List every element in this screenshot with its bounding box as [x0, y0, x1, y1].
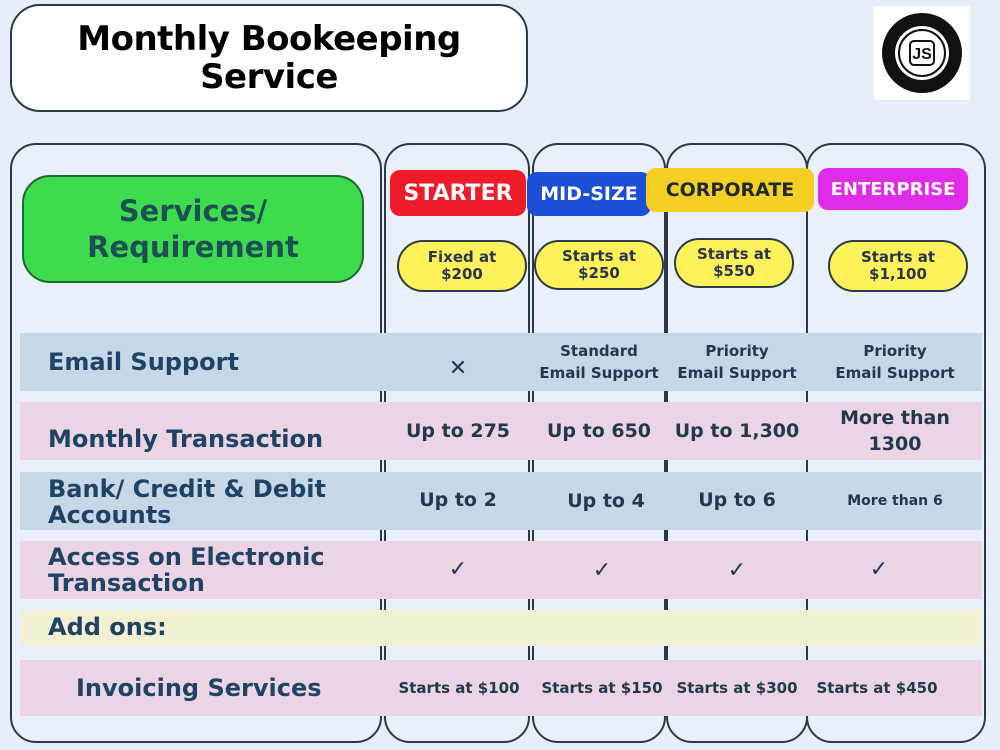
- row-label-invoicing: Invoicing Services: [76, 674, 322, 702]
- plan-badge-enterprise: [818, 168, 968, 210]
- services-requirement-header: [22, 175, 364, 283]
- cell-electronic-enterprise: [800, 541, 958, 597]
- cell-accounts-enterprise: More than 6: [847, 493, 943, 509]
- price-corporate: [674, 238, 794, 288]
- price-corporate-line-2: $550: [713, 262, 755, 280]
- plan-badge-mid-size: [527, 172, 651, 216]
- services-header-line-2: Requirement: [87, 230, 299, 264]
- cell-email-enterprise: Priority Email Support: [835, 342, 955, 382]
- plan-name-enterprise: ENTERPRISE: [830, 178, 956, 200]
- plan-name-corporate: CORPORATE: [665, 179, 795, 201]
- price-starter: [397, 240, 527, 292]
- js-monogram-logo-icon: [880, 11, 964, 95]
- title-card: [10, 4, 528, 112]
- price-starter-line-2: $200: [441, 265, 483, 283]
- cell-accounts-starter: Up to 2: [419, 489, 497, 511]
- row-label-add-ons: Add ons:: [48, 613, 167, 641]
- cell-email-corporate: Priority Email Support: [677, 342, 797, 382]
- price-enterprise-line-1: Starts at: [860, 248, 936, 266]
- row-label-monthly-transaction: Monthly Transaction: [48, 425, 324, 453]
- cell-transaction-mid-size: Up to 650: [546, 420, 652, 442]
- plan-name-starter: STARTER: [403, 180, 513, 206]
- cell-electronic-starter: [388, 541, 528, 597]
- check-icon: ✓: [869, 556, 889, 582]
- check-icon: ✓: [448, 556, 468, 582]
- price-enterprise: [828, 240, 968, 292]
- cell-invoicing-enterprise: Starts at $450: [816, 679, 938, 697]
- cell-invoicing-starter: Starts at $100: [398, 679, 520, 697]
- services-header-line-1: Services/: [118, 194, 268, 228]
- cell-transaction-corporate: Up to 1,300: [674, 420, 800, 442]
- row-label-email-support: Email Support: [48, 348, 239, 376]
- cell-transaction-enterprise: More than 1300: [840, 407, 950, 455]
- svg-text:JS: JS: [912, 46, 932, 63]
- cell-transaction-starter: Up to 275: [405, 420, 511, 442]
- cell-email-starter: [388, 333, 528, 403]
- row-label-electronic-transaction: Access on Electronic Transaction: [48, 543, 325, 597]
- price-mid-size: [534, 240, 664, 290]
- plan-name-mid-size: MID-SIZE: [540, 183, 638, 205]
- brand-logo: [874, 6, 970, 100]
- cell-accounts-mid-size: Up to 4: [567, 490, 645, 512]
- cell-accounts-corporate: Up to 6: [698, 489, 776, 511]
- row-label-bank-accounts: Bank/ Credit & Debit Accounts: [48, 475, 326, 529]
- check-icon: ✓: [727, 557, 747, 583]
- price-corporate-line-1: Starts at: [696, 245, 772, 263]
- x-mark-icon: ✕: [448, 355, 468, 381]
- cell-invoicing-corporate: Starts at $300: [676, 679, 798, 697]
- cell-electronic-mid-size: [536, 541, 668, 599]
- cell-electronic-corporate: [668, 541, 806, 599]
- cell-email-mid-size: Standard Email Support: [539, 342, 659, 382]
- price-mid-size-line-2: $250: [578, 264, 620, 282]
- title-line-1: Monthly Bookeeping: [77, 19, 461, 59]
- price-mid-size-line-1: Starts at: [561, 247, 637, 265]
- plan-badge-corporate: [646, 168, 814, 212]
- check-icon: ✓: [592, 557, 612, 583]
- plan-badge-starter: [390, 170, 526, 216]
- price-enterprise-line-2: $1,100: [869, 265, 927, 283]
- cell-invoicing-mid-size: Starts at $150: [541, 679, 663, 697]
- title-line-2: Service: [200, 57, 338, 97]
- price-starter-line-1: Fixed at: [427, 248, 497, 266]
